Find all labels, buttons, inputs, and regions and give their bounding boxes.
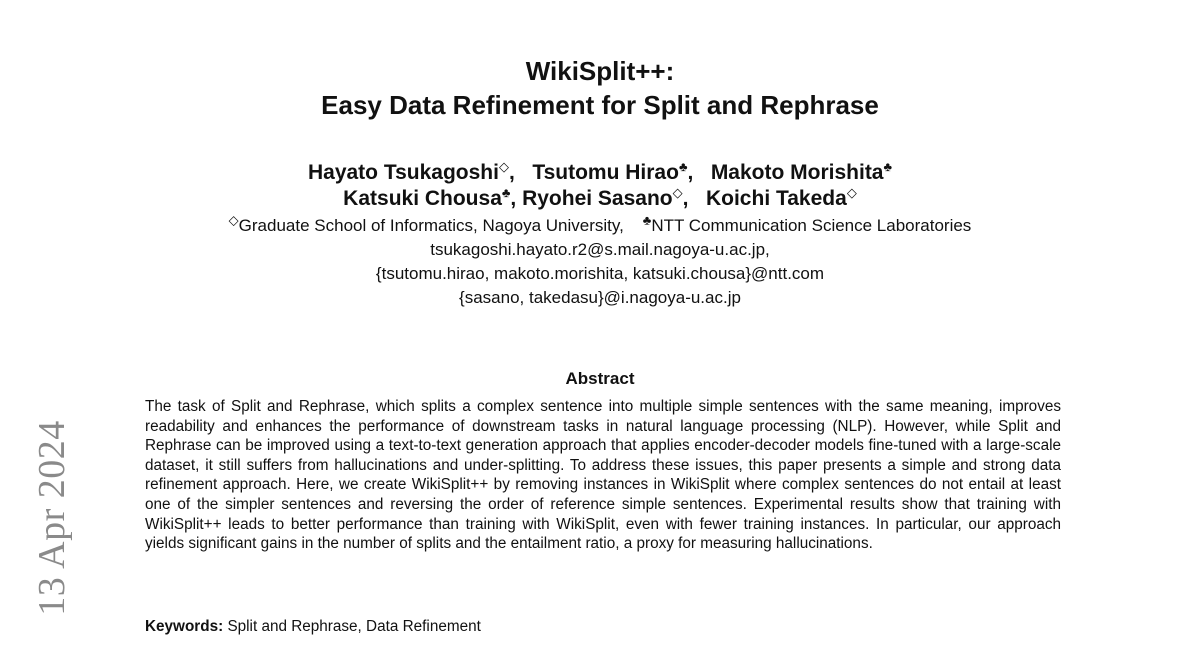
author-line-1 xyxy=(0,160,1200,186)
diamond-mark-icon: ◇ xyxy=(672,185,683,200)
email-line-3: {sasano, takedasu}@i.nagoya-u.ac.jp xyxy=(459,288,741,307)
paper-header xyxy=(0,54,1200,310)
author-name: Makoto Morishita xyxy=(710,161,884,184)
institution-nagoya: Graduate School of Informatics, Nagoya University, xyxy=(238,216,624,235)
club-mark-icon: ♣ xyxy=(642,212,652,228)
diamond-mark-icon: ◇ xyxy=(498,159,509,174)
keywords-line xyxy=(145,618,481,636)
author-separator: , xyxy=(510,187,523,210)
author-separator: , xyxy=(687,161,711,184)
author-name: Ryohei Sasano xyxy=(522,187,673,210)
email-line-1: tsukagoshi.hayato.r2@s.mail.nagoya-u.ac.jp, xyxy=(430,240,770,259)
author-list xyxy=(0,160,1200,212)
email-line-2: {tsutomu.hirao, makoto.morishita, katsuki.chousa}@ntt.com xyxy=(375,264,825,283)
diamond-mark-icon: ◇ xyxy=(846,185,857,200)
arxiv-date-text: 13 Apr 2024 xyxy=(31,420,73,616)
keywords-label: Keywords: xyxy=(145,618,224,635)
club-mark-icon: ♣ xyxy=(501,185,511,200)
diamond-mark-icon: ◇ xyxy=(228,212,239,228)
author-separator: , xyxy=(508,161,533,184)
abstract-text: The task of Split and Rephrase, which splits a complex sentence into multiple simple sentences with the same meaning, improves readability and enhances the performance of downstream tasks in natural language processing (NLP). However, while Split and Rephrase can be improved using a text-to-text generation approach that applies encoder-decoder models fine-tuned with a large-scale dataset, it still suffers from hallucinations and under-splitting. To address these issues, this paper presents a simple and strong data refinement approach. Here, we create WikiSplit++ by removing instances in WikiSplit where complex sentences do not entail at least one of the simpler sentences and reversing the order of reference simple sentences. Experimental results show that training with WikiSplit++ leads to better performance than training with WikiSplit, even with fewer training instances. In particular, our approach yields significant gains in the number of splits and the entailment ratio, a proxy for measuring hallucinations. xyxy=(145,398,1061,553)
author-name: Hayato Tsukagoshi xyxy=(307,161,499,184)
club-mark-icon: ♣ xyxy=(678,159,688,174)
institution-line xyxy=(0,214,1200,238)
keywords-value: Split and Rephrase, Data Refinement xyxy=(227,618,481,635)
affiliations xyxy=(0,214,1200,310)
institution-ntt: NTT Communication Science Laboratories xyxy=(651,216,972,235)
arxiv-date-stamp xyxy=(30,418,74,618)
author-line-2 xyxy=(0,186,1200,212)
abstract-heading: Abstract xyxy=(565,369,635,388)
author-name: Katsuki Chousa xyxy=(343,187,502,210)
paper-title xyxy=(0,54,1200,122)
author-separator: , xyxy=(682,187,706,210)
title-line-1: WikiSplit++: xyxy=(525,56,675,86)
title-line-2: Easy Data Refinement for Split and Rephrase xyxy=(321,90,879,120)
club-mark-icon: ♣ xyxy=(883,159,893,174)
author-name: Tsutomu Hirao xyxy=(532,161,679,184)
author-name: Koichi Takeda xyxy=(705,187,847,210)
